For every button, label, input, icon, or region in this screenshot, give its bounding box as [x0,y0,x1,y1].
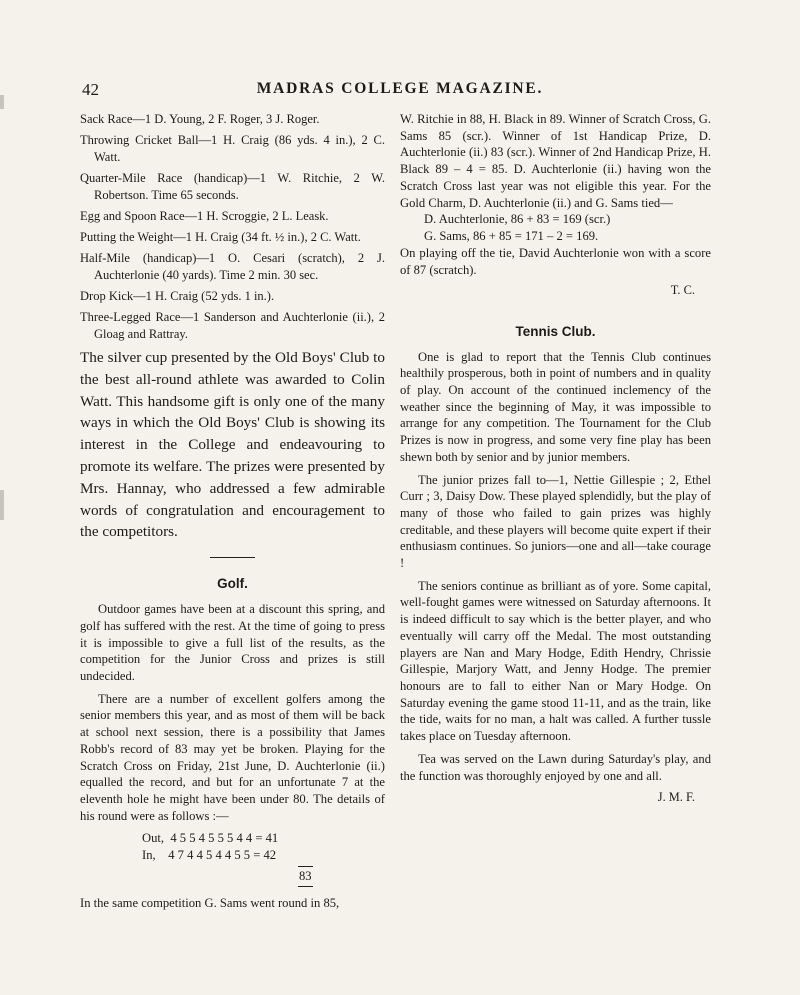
score-in: In, 4 7 4 4 5 4 4 5 5 = 42 [142,848,277,863]
result-entry: Putting the Weight—1 H. Craig (34 ft. ½ in.), 2 C. Watt. [80,230,361,244]
result-entry: Quarter-Mile Race (handicap)—1 W. Ritchie, 2 W. Robertson. Time 65 seconds. [80,171,385,202]
golf-playoff: On playing off the tie, David Auchterlonie won with a score of 87 (scratch). [400,246,711,277]
tennis-signature: J. M. F. [657,790,695,805]
golf-paragraph: In the same competition G. Sams went round in 85, [80,896,340,911]
result-entry: Three-Legged Race—1 Sanderson and Auchterlonie (ii.), 2 Gloag and Rattray. [80,310,385,341]
golf-paragraph: Outdoor games have been at a discount this spring, and golf has suffered with the rest. At the time of going to press it is impossible to give a full list of the results, as the competition for the Junior Cross and prizes is still undecided. [80,602,385,683]
page-number: 42 [82,80,99,99]
result-entry: Sack Race—1 D. Young, 2 F. Roger, 3 J. Roger. [80,112,320,126]
left-column [80,111,385,912]
tennis-paragraph: The seniors continue as brilliant as of yore. Some capital, well-fought games were witnessed on Saturday afternoons. It is indeed difficult to say which is the better player, and who eventually will carry off the Medal. The most outstanding players are Nan and Mary Hodge, Edith Hendry, Chrissie Gillespie, Marjory Watt, and Jenny Hodge. The premier honours are to fall to either Nan or Mary Hodge. On Saturday evening the game stood 11-11, and as the train, like the tide, waits for no man, a halt was called. A further tussle takes place on Tuesday afternoon. [400,578,711,744]
tennis-paragraph: The junior prizes fall to—1, Nettie Gillespie ; 2, Ethel Curr ; 3, Daisy Dow. These played splendidly, but the play of many of those who failed to gain prizes was highly creditable, and these players will become quite expert if their enthusiasm continues. So juniors—one and all—take courage ! [400,472,711,571]
right-column [400,111,711,805]
tennis-paragraph: Tea was served on the Lawn during Saturday's play, and the function was thoroughly enjoyed by one and all. [400,751,711,783]
section-divider [210,557,255,558]
running-title: MADRAS COLLEGE MAGAZINE. [256,80,544,97]
result-entry: Half-Mile (handicap)—1 O. Cesari (scratch), 2 J. Auchterlonie (40 yards). Time 2 min. 30 sec. [80,251,385,282]
score-out: Out, 4 5 5 4 5 5 5 4 4 = 41 [142,831,279,846]
golf-continuation: W. Ritchie in 88, H. Black in 89. Winner of Scratch Cross, G. Sams 85 (scr.). Winner of 1st Handicap Prize, D. Auchterlonie (ii.) 83 (scr.). Winner of 2nd Handicap Prize, H. Black 89 – 4 = 85. D. Auchterlonie (ii.) having won the Scratch Cross last year was not eligible this year. For the Gold Charm, D. Auchterlonie (ii.) and G. Sams tied— [400,112,711,210]
result-entry: Egg and Spoon Race—1 H. Scroggie, 2 L. Leask. [80,209,329,223]
tie-score: G. Sams, 86 + 85 = 171 – 2 = 169. [424,229,599,244]
scan-edge-mark [0,490,4,520]
tennis-paragraph: One is glad to report that the Tennis Club continues healthily prosperous, both in point of numbers and in quality of play. On account of the continued inclemency of the weather since the beginning of May, it was impossible to arrange for any competition. The Tournament for the Club Prizes is now in progress, and some very fine play has been shewn both by senior and by junior members. [400,349,711,464]
result-entry: Throwing Cricket Ball—1 H. Craig (86 yds. 4 in.), 2 C. Watt. [80,133,385,164]
golf-paragraph: There are a number of excellent golfers among the senior members this year, and as most of them will be back at school next session, there is a possibility that James Robb's record of 83 may yet be broken. Playing for the Scratch Cross on Friday, 21st June, D. Auchterlonie (ii.) equalled the record, and but for an unfortunate 7 at the eleventh hole he might have been under 80. The details of his round were as follows :— [80,691,385,823]
score-total [80,866,385,887]
result-entry: Drop Kick—1 H. Craig (52 yds. 1 in.). [80,289,275,303]
sports-summary: The silver cup presented by the Old Boys' Club to the best all-round athlete was awarded to Colin Watt. This handsome gift is only one of the many ways in which the Old Boys' Club is showing its interest in the College and endeavouring to promote its welfare. The prizes were presented by Mrs. Hannay, who addressed a few admirable words of congratulation and encouragement to the competitors. [80,349,385,541]
score-total-value: 83 [298,866,313,887]
tie-score: D. Auchterlonie, 86 + 83 = 169 (scr.) [424,212,611,227]
tennis-heading: Tennis Club. [515,323,596,339]
golf-heading: Golf. [217,576,248,592]
golf-signature: T. C. [670,282,695,297]
